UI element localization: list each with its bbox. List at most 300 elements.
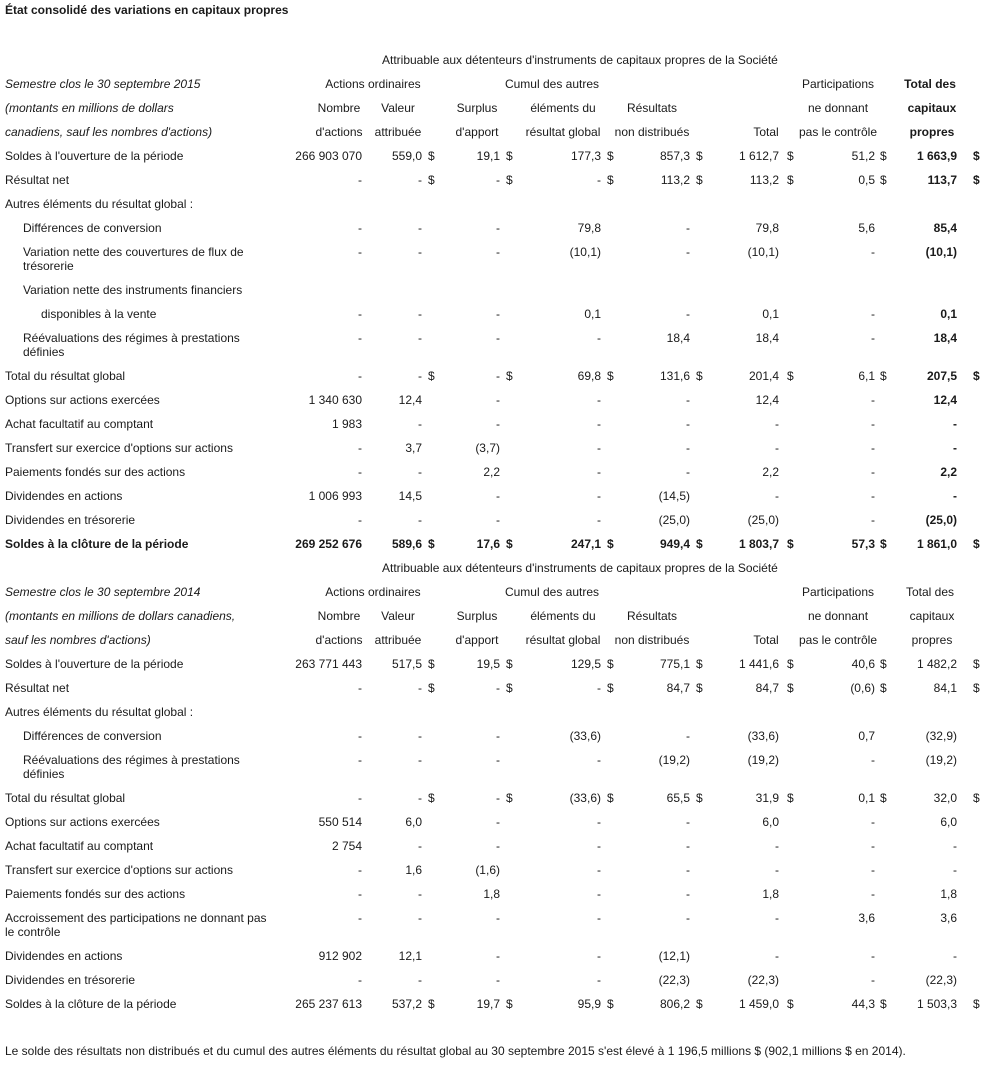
table-cell: 19,1 [476,149,500,163]
table-cell: (25,0) [925,513,957,527]
table-cell: 1 503,3 [916,997,957,1011]
table-cell: 207,5 [926,369,957,383]
column-header: capitaux [907,101,957,115]
table-cell: - [418,753,422,767]
table-cell: 559,0 [391,149,422,163]
table-cell: - [775,839,779,853]
table-cell: - [597,839,601,853]
table-cell: (22,3) [658,973,690,987]
table-cell: - [496,331,500,345]
table-cell: - [871,753,875,767]
dollar-sign: $ [506,537,513,551]
dollar-sign: $ [428,681,435,695]
table-cell: - [597,887,601,901]
dollar-sign: $ [880,657,887,671]
table-cell: 69,8 [577,369,601,383]
table-cell: 0,5 [858,173,875,187]
table-cell: - [496,417,500,431]
row-label: Dividendes en actions [5,489,123,503]
table-cell: 550 514 [318,815,362,829]
table-cell: 201,4 [748,369,779,383]
row-label: Achat facultatif au comptant [5,417,154,431]
table-cell: 1,8 [940,887,957,901]
header-label: sauf les nombres d'actions) [5,633,151,647]
row-label: Accroissement des participations ne donnant pas le contrôle [5,911,267,939]
dollar-sign: $ [696,537,703,551]
table-cell: (19,2) [747,753,779,767]
table-cell: 0,1 [584,307,601,321]
table-cell: 84,7 [755,681,779,695]
table-cell: (22,3) [747,973,779,987]
row-label: Transfert sur exercice d'options sur actions [5,441,233,455]
dollar-sign: $ [607,657,614,671]
footnote: Le solde des résultats non distribués et du cumul des autres éléments du résultat global au 30 septembre 2015 s'est élevé à 1 196,5 millions $ (902,1 millions $ en 2014). [5,1044,906,1058]
table-cell: 1 803,7 [738,537,779,551]
table-cell: (19,2) [658,753,690,767]
table-cell: - [496,221,500,235]
table-cell: - [686,441,690,455]
table-cell: - [871,887,875,901]
row-label: Autres éléments du résultat global : [5,197,194,211]
table-cell: 2 754 [331,839,362,853]
table-cell: - [953,441,957,455]
table-cell: 129,5 [570,657,601,671]
dollar-sign: $ [787,681,794,695]
table-cell: - [775,417,779,431]
table-cell: 32,0 [933,791,957,805]
column-header: éléments du [530,101,596,115]
table-cell: - [358,465,362,479]
dollar-sign: $ [506,369,513,383]
table-cell: - [418,245,422,259]
dollar-sign: $ [973,173,980,187]
dollar-sign: $ [696,369,703,383]
column-header: Cumul des autres [504,585,600,599]
table-cell: - [597,465,601,479]
column-header: résultat global [525,125,601,139]
row-label: Options sur actions exercées [5,815,160,829]
table-cell: 1 459,0 [738,997,779,1011]
table-cell: 1 861,0 [916,537,957,551]
table-cell: - [418,307,422,321]
table-cell: 1 663,9 [916,149,957,163]
table-cell: - [871,839,875,853]
table-cell: - [597,173,601,187]
table-cell: - [418,839,422,853]
table-cell: 14,5 [398,489,422,503]
table-cell: (19,2) [925,753,957,767]
dollar-sign: $ [428,149,435,163]
table-cell: - [496,949,500,963]
row-label: Variation nette des instruments financiers [23,283,243,297]
table-cell: - [597,417,601,431]
column-header: Nombre [317,101,361,115]
row-label: Options sur actions exercées [5,393,160,407]
dollar-sign: $ [696,681,703,695]
table-cell: - [418,173,422,187]
column-header: Total [753,125,779,139]
table-cell: 517,5 [391,657,422,671]
table-cell: - [871,465,875,479]
table-cell: - [686,221,690,235]
column-header: Valeur [381,609,415,623]
column-header: Résultats [626,609,678,623]
column-header: Nombre [317,609,361,623]
table-cell: 12,4 [398,393,422,407]
row-label: Différences de conversion [23,221,162,235]
table-cell: - [358,441,362,455]
dollar-sign: $ [973,537,980,551]
row-label: disponibles à la vente [41,307,157,321]
column-header: non distribués [614,125,690,139]
table-cell: 1 340 630 [308,393,362,407]
table-cell: 19,5 [476,657,500,671]
table-cell: 65,5 [666,791,690,805]
table-cell: - [358,753,362,767]
column-header: non distribués [614,633,690,647]
table-cell: (33,6) [747,729,779,743]
table-cell: (10,1) [569,245,601,259]
table-cell: - [775,911,779,925]
column-header: Résultats [626,101,678,115]
table-cell: 131,6 [659,369,690,383]
table-cell: - [871,489,875,503]
column-header: Actions ordinaires [325,585,421,599]
table-cell: - [871,513,875,527]
column-header: Total des [904,77,956,91]
table-cell: 247,1 [570,537,601,551]
table-cell: 1 612,7 [738,149,779,163]
header-label: Semestre clos le 30 septembre 2014 [5,585,201,599]
column-header: attribuée [374,633,422,647]
column-header: ne donnant [807,609,869,623]
dollar-sign: $ [787,173,794,187]
row-label: Résultat net [5,173,70,187]
table-cell: - [775,949,779,963]
header-label: (montants en millions de dollars canadiens, [5,609,236,623]
column-header: d'apport [455,125,499,139]
table-cell: 266 903 070 [295,149,362,163]
table-cell: - [418,465,422,479]
table-cell: (10,1) [747,245,779,259]
table-cell: - [418,417,422,431]
row-label: Soldes à la clôture de la période [5,997,177,1011]
column-header: attribuée [374,125,422,139]
row-label: Transfert sur exercice d'options sur actions [5,863,233,877]
column-header: propres [909,125,955,139]
table-cell: - [686,887,690,901]
table-cell: - [871,331,875,345]
dollar-sign: $ [787,537,794,551]
table-cell: 3,6 [940,911,957,925]
table-cell: - [358,221,362,235]
table-cell: - [496,815,500,829]
table-cell: (0,6) [850,681,875,695]
table-cell: - [686,911,690,925]
dollar-sign: $ [506,791,513,805]
table-cell: - [686,245,690,259]
table-cell: 1 006 993 [308,489,362,503]
table-cell: 6,1 [858,369,875,383]
table-cell: - [358,331,362,345]
table-cell: - [871,441,875,455]
row-label: Paiements fondés sur des actions [5,465,186,479]
table-cell: 6,0 [762,815,779,829]
table-cell: - [418,887,422,901]
table-cell: - [496,791,500,805]
table-cell: - [953,949,957,963]
table-cell: - [686,815,690,829]
table-cell: - [358,369,362,383]
table-cell: 113,7 [927,173,957,187]
table-cell: 18,4 [666,331,690,345]
table-cell: 95,9 [577,997,601,1011]
table-cell: - [686,307,690,321]
table-cell: 57,3 [851,537,875,551]
table-cell: - [686,465,690,479]
table-cell: 17,6 [476,537,500,551]
table-cell: - [597,863,601,877]
table-cell: 18,4 [755,331,779,345]
row-label: Soldes à l'ouverture de la période [5,657,184,671]
table-cell: - [358,973,362,987]
table-cell: - [358,245,362,259]
row-label: Différences de conversion [23,729,162,743]
table-cell: - [496,173,500,187]
table-cell: - [496,973,500,987]
dollar-sign: $ [880,791,887,805]
column-header: ne donnant [807,101,869,115]
table-cell: (1,6) [475,863,500,877]
table-cell: - [871,949,875,963]
dollar-sign: $ [506,173,513,187]
table-cell: 31,9 [755,791,779,805]
column-header: Cumul des autres [504,77,600,91]
dollar-sign: $ [880,681,887,695]
dollar-sign: $ [787,369,794,383]
table-cell: 40,6 [851,657,875,671]
column-header: Actions ordinaires [325,77,421,91]
header-label: canadiens, sauf les nombres d'actions) [5,125,213,139]
column-header: capitaux [909,609,955,623]
table-cell: - [597,949,601,963]
dollar-sign: $ [428,657,435,671]
dollar-sign: $ [787,997,794,1011]
table-cell: (25,0) [747,513,779,527]
table-cell: 19,7 [476,997,500,1011]
table-cell: 0,7 [858,729,875,743]
table-cell: - [358,681,362,695]
column-header: d'actions [315,633,363,647]
row-label: Variation nette des couvertures de flux de trésorerie [23,245,244,273]
column-header: pas le contrôle [798,125,878,139]
table-cell: 0,1 [762,307,779,321]
table-cell: 806,2 [659,997,690,1011]
dollar-sign: $ [973,791,980,805]
dollar-sign: $ [787,149,794,163]
table-cell: 44,3 [851,997,875,1011]
table-cell: - [953,417,957,431]
table-cell: - [496,245,500,259]
table-cell: - [418,729,422,743]
row-label: Dividendes en trésorerie [5,513,136,527]
table-cell: 6,0 [405,815,422,829]
table-cell: 589,6 [391,537,422,551]
table-cell: (12,1) [658,949,690,963]
row-label: Total du résultat global [5,369,126,383]
table-cell: 84,7 [666,681,690,695]
table-cell: - [496,489,500,503]
table-cell: 12,4 [755,393,779,407]
table-cell: 3,6 [858,911,875,925]
table-cell: - [775,489,779,503]
table-cell: 51,2 [851,149,875,163]
table-cell: - [597,441,601,455]
table-cell: - [418,681,422,695]
column-header: pas le contrôle [798,633,878,647]
table-cell: - [496,839,500,853]
table-cell: - [597,331,601,345]
table-cell: - [686,729,690,743]
dollar-sign: $ [506,681,513,695]
column-header: Total [753,633,779,647]
table-cell: - [496,681,500,695]
dollar-sign: $ [428,369,435,383]
table-cell: (25,0) [658,513,690,527]
table-cell: 3,7 [405,441,422,455]
dollar-sign: $ [973,369,980,383]
table-cell: - [358,513,362,527]
dollar-sign: $ [428,997,435,1011]
dollar-sign: $ [787,657,794,671]
dollar-sign: $ [428,791,435,805]
table-cell: 912 902 [318,949,362,963]
dollar-sign: $ [696,997,703,1011]
table-cell: - [871,815,875,829]
table-cell: - [358,863,362,877]
table-cell: - [775,441,779,455]
dollar-sign: $ [787,791,794,805]
table-cell: 84,1 [933,681,957,695]
dollar-sign: $ [880,997,887,1011]
table-cell: 0,1 [940,307,957,321]
row-label: Autres éléments du résultat global : [5,705,194,719]
table-cell: (32,9) [925,729,957,743]
table-cell: - [686,863,690,877]
table-cell: - [871,307,875,321]
column-header: propres [911,633,953,647]
column-header: Participations [801,77,875,91]
dollar-sign: $ [506,997,513,1011]
table-cell: - [597,911,601,925]
table-cell: - [358,887,362,901]
table-cell: - [686,417,690,431]
table-cell: 6,0 [940,815,957,829]
table-cell: - [597,753,601,767]
table-cell: 2,2 [483,465,500,479]
table-cell: 12,1 [398,949,422,963]
table-cell: - [871,245,875,259]
group-header: Attribuable aux détenteurs d'instruments de capitaux propres de la Société [382,53,778,67]
table-cell: 1,6 [405,863,422,877]
table-cell: - [418,513,422,527]
row-label: Réévaluations des régimes à prestations définies [23,331,240,359]
table-cell: - [953,839,957,853]
dollar-sign: $ [607,173,614,187]
group-header: Attribuable aux détenteurs d'instruments de capitaux propres de la Société [382,561,778,575]
table-cell: 1,8 [762,887,779,901]
table-cell: - [418,369,422,383]
dollar-sign: $ [607,149,614,163]
table-cell: - [358,791,362,805]
header-label: Semestre clos le 30 septembre 2015 [5,77,201,91]
table-cell: 949,4 [659,537,690,551]
column-header: d'apport [455,633,499,647]
table-cell: - [418,973,422,987]
table-cell: 0,1 [858,791,875,805]
table-cell: 85,4 [933,221,957,235]
dollar-sign: $ [696,657,703,671]
dollar-sign: $ [696,791,703,805]
table-cell: 1 441,6 [738,657,779,671]
table-cell: - [496,393,500,407]
table-cell: - [597,973,601,987]
table-cell: 113,2 [749,173,779,187]
row-label: Achat facultatif au comptant [5,839,154,853]
table-cell: 857,3 [659,149,690,163]
row-label: Dividendes en actions [5,949,123,963]
dollar-sign: $ [506,657,513,671]
table-cell: - [496,911,500,925]
row-label: Soldes à la clôture de la période [5,537,189,551]
dollar-sign: $ [973,681,980,695]
table-cell: 113,2 [660,173,690,187]
table-cell: - [597,489,601,503]
column-header: éléments du [530,609,596,623]
table-cell: - [496,369,500,383]
dollar-sign: $ [880,537,887,551]
dollar-sign: $ [973,657,980,671]
table-cell: - [496,729,500,743]
table-cell: - [871,973,875,987]
row-label: Soldes à l'ouverture de la période [5,149,184,163]
table-cell: - [871,417,875,431]
table-cell: 12,4 [933,393,957,407]
dollar-sign: $ [696,149,703,163]
table-cell: 1 983 [331,417,362,431]
column-header: Surplus [456,101,498,115]
column-header: Participations [801,585,875,599]
dollar-sign: $ [607,369,614,383]
table-cell: (3,7) [475,441,500,455]
table-cell: - [871,393,875,407]
dollar-sign: $ [607,537,614,551]
row-label: Réévaluations des régimes à prestations définies [23,753,240,781]
column-header: résultat global [525,633,601,647]
dollar-sign: $ [607,681,614,695]
row-label: Paiements fondés sur des actions [5,887,186,901]
column-header: Surplus [456,609,498,623]
table-cell: 537,2 [391,997,422,1011]
table-cell: - [871,863,875,877]
table-cell: - [953,863,957,877]
dollar-sign: $ [880,149,887,163]
row-label: Total du résultat global [5,791,126,805]
column-header: Total des [905,585,955,599]
table-cell: (33,6) [569,791,601,805]
table-cell: - [358,911,362,925]
table-cell: - [496,513,500,527]
